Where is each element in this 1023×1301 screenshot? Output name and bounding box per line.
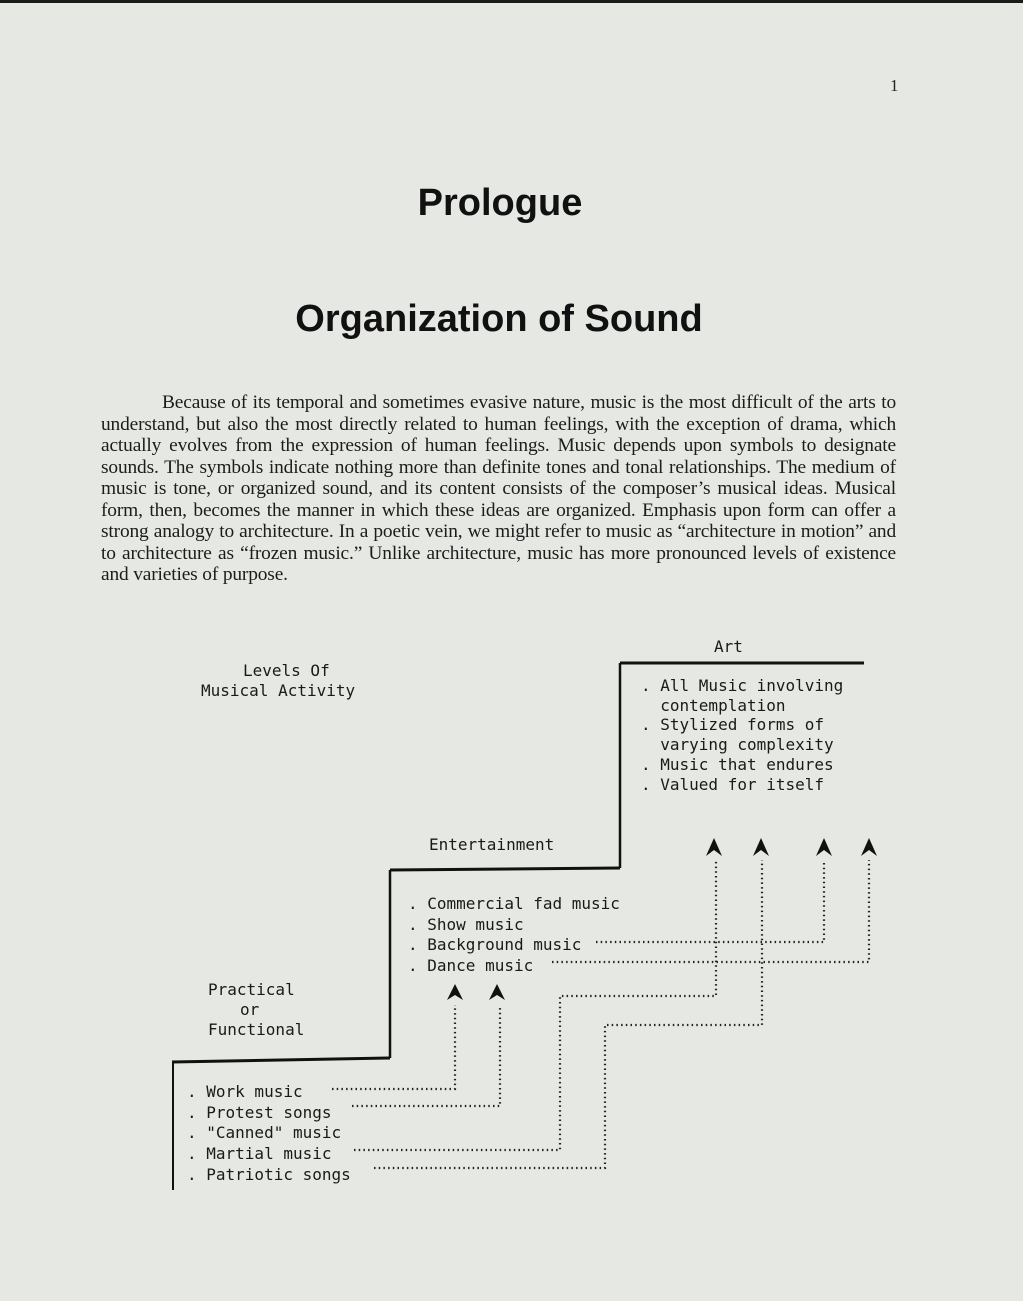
chapter-subtitle: Organization of Sound xyxy=(295,298,703,340)
practical-label-line2: or xyxy=(240,1000,260,1019)
entertainment-item: . Commercial fad music xyxy=(408,894,620,913)
entertainment-item: . Background music xyxy=(408,935,582,954)
practical-label-line1: Practical xyxy=(208,980,295,999)
arrow-up-5 xyxy=(816,838,832,856)
arrow-up-1 xyxy=(447,984,463,1000)
art-item: contemplation xyxy=(641,695,786,715)
arrow-up-4 xyxy=(753,838,769,856)
art-label: Art xyxy=(714,637,743,656)
practical-item: . Work music xyxy=(187,1082,303,1101)
chapter-title: Prologue xyxy=(417,182,583,224)
dotted-background-music xyxy=(596,860,824,942)
art-item: . All Music involving xyxy=(641,676,844,695)
art-item: . Stylized forms of xyxy=(641,715,825,735)
practical-item: . Protest songs xyxy=(187,1102,332,1122)
arrow-up-6 xyxy=(861,838,877,856)
entertainment-items xyxy=(408,894,620,976)
arrow-up-3 xyxy=(706,838,722,856)
practical-items xyxy=(187,1082,351,1186)
entertainment-item: . Dance music xyxy=(408,955,534,975)
dotted-work-music xyxy=(332,1005,455,1089)
page-number: 1 xyxy=(890,76,899,95)
diagram-heading-line2: Musical Activity xyxy=(201,681,356,700)
art-items xyxy=(641,676,843,794)
practical-item: . "Canned" music xyxy=(187,1123,342,1143)
step-practical xyxy=(172,1058,390,1062)
arrow-up-2 xyxy=(489,984,505,1000)
diagram-heading-line1: Levels Of xyxy=(243,661,330,680)
entertainment-label: Entertainment xyxy=(429,835,555,854)
art-item: varying complexity xyxy=(641,735,834,755)
art-item: . Valued for itself xyxy=(641,774,825,794)
practical-item: . Martial music xyxy=(187,1144,332,1164)
body-paragraph: Because of its temporal and sometimes evasive nature, music is the most difficult of the arts to understand, but also the most directly related to human feelings, with the exception of drama, which actually evolves from the expression of human feelings. Music depends upon symbols to designate sounds. The symbols indicate nothing more than definite tones and tonal relationships. The medium of music is tone, or organized sound, and its content consists of the composer’s musical ideas. Musical form, then, becomes the manner in which these ideas are organized. Emphasis upon form can offer a strong analogy to architecture. In a poetic vein, we might refer to music as “architecture in motion” and to architecture as “frozen music.” Unlike architecture, music has more pronounced levels of existence and varieties of purpose. xyxy=(101,392,896,585)
practical-item: . Patriotic songs xyxy=(187,1164,351,1184)
dotted-protest-songs xyxy=(352,1005,500,1106)
step-entertainment xyxy=(390,868,620,870)
art-item: . Music that endures xyxy=(641,754,834,774)
practical-label-line3: Functional xyxy=(208,1020,305,1039)
entertainment-item: . Show music xyxy=(408,914,524,934)
